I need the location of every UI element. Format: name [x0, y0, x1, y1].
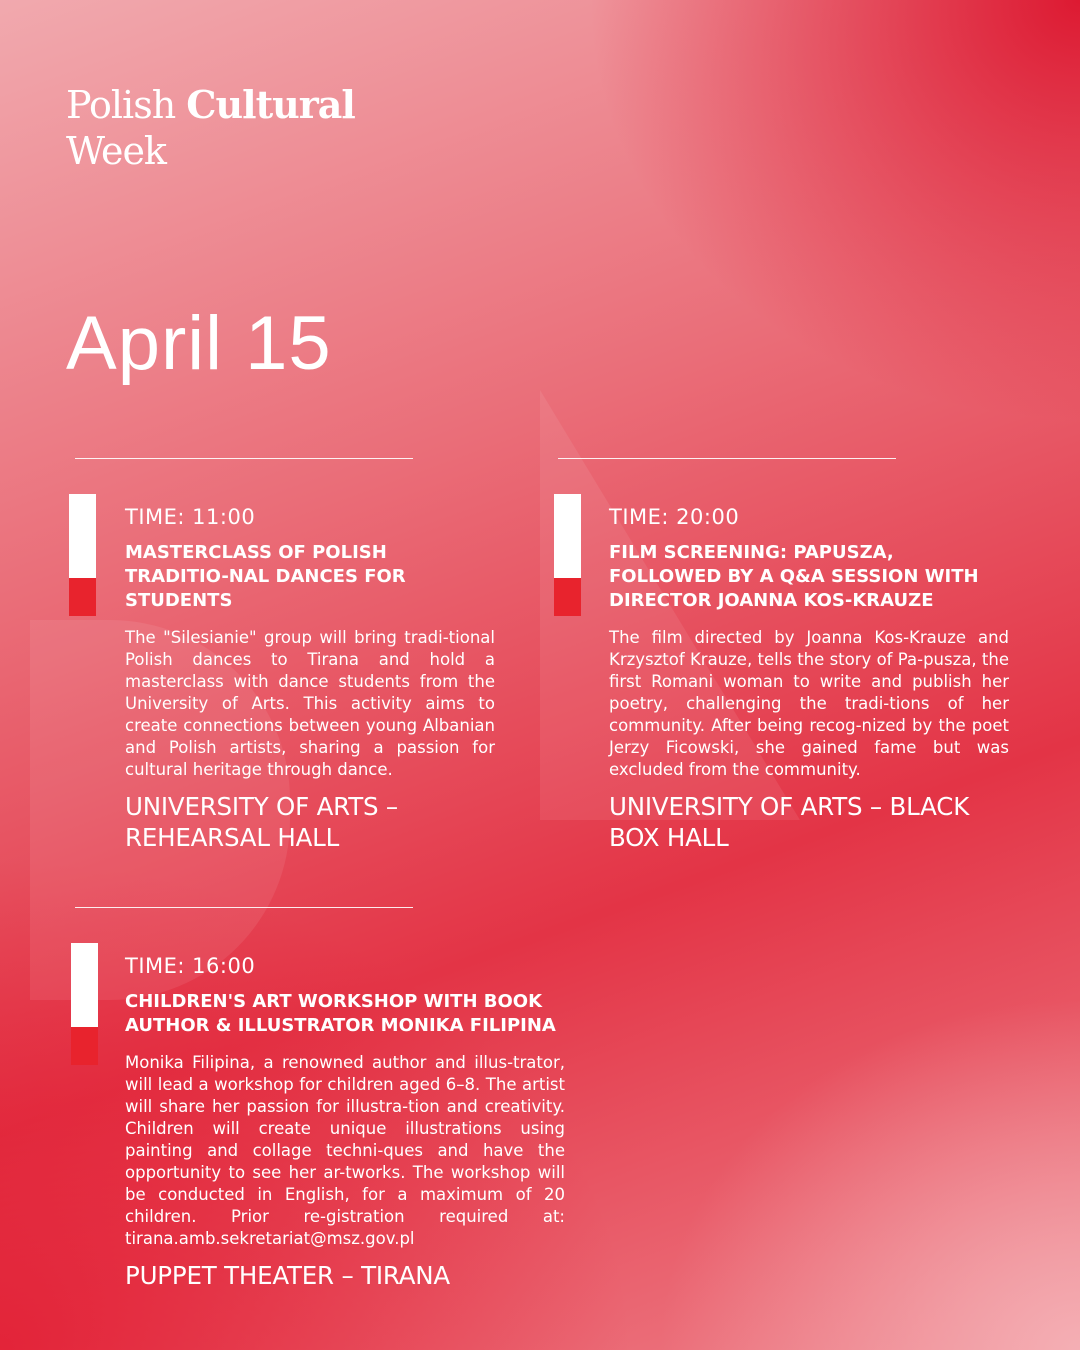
event-date: April 15	[66, 301, 332, 386]
event-time: TIME: 16:00	[125, 954, 256, 978]
event-card	[125, 952, 565, 1291]
logo-word-week: Week	[66, 129, 166, 173]
event-description: The "Silesianie" group will bring tradi-tional Polish dances to Tirana and hold a masterclass with dance students from the University of Arts. This activity aims to create connections between young Albanian and Polish artists, sharing a passion for cultural heritage through dance.	[125, 628, 495, 779]
logo-word-polish: Polish	[66, 83, 176, 127]
polish-flag-icon	[71, 943, 98, 1065]
event-card	[609, 503, 1009, 853]
event-card	[125, 503, 495, 853]
event-venue: UNIVERSITY OF ARTS – BLACK BOX HALL	[609, 792, 970, 852]
event-description: Monika Filipina, a renowned author and illus-trator, will lead a workshop for children aged 6–8. The artist will share her passion for illustra-tion and creativity. Children will create unique illustrations using painting and collage techni-ques and have the opportunity to see her ar-tworks. The workshop will be conducted in English, for a maximum of 20 children. Prior re-gistration required at: tirana.amb.sekretariat@msz.gov.pl	[125, 1053, 565, 1248]
polish-flag-icon	[554, 494, 581, 616]
divider-line	[75, 458, 413, 459]
logo-word-cultural: Cultural	[186, 82, 355, 127]
event-title: MASTERCLASS OF POLISH TRADITIO-NAL DANCES FOR STUDENTS	[125, 542, 406, 611]
polish-flag-icon	[69, 494, 96, 616]
event-venue: UNIVERSITY OF ARTS – REHEARSAL HALL	[125, 792, 398, 852]
event-description: The film directed by Joanna Kos-Krauze and Krzysztof Krauze, tells the story of Pa-pusza, the first Romani woman to write and publish her poetry, challenging the tradi-tions of her community. After being recog-nized by the poet Jerzy Ficowski, she gained fame but was excluded from the community.	[609, 628, 1009, 779]
event-venue: PUPPET THEATER – TIRANA	[125, 1261, 450, 1290]
event-title: FILM SCREENING: PAPUSZA, FOLLOWED BY A Q&A SESSION WITH DIRECTOR JOANNA KOS-KRAUZE	[609, 542, 979, 611]
event-time: TIME: 20:00	[609, 505, 740, 529]
event-time: TIME: 11:00	[125, 505, 256, 529]
divider-line	[75, 907, 413, 908]
event-title: CHILDREN'S ART WORKSHOP WITH BOOK AUTHOR & ILLUSTRATOR MONIKA FILIPINA	[125, 991, 556, 1036]
divider-line	[558, 458, 896, 459]
festival-logo	[66, 82, 355, 174]
